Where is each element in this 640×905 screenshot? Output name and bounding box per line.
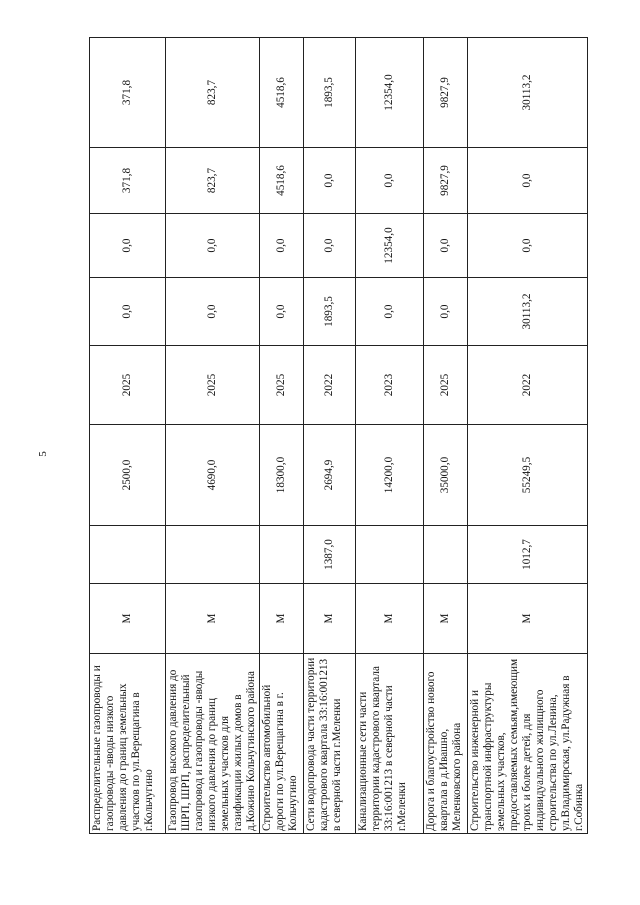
length-cell bbox=[260, 526, 304, 584]
object-name-cell: Строительство инженерной и транспортной инфраструктуры земельных участков, предоставляемых семьям,имеющим троих и более детей, для индивидуального жилищного строительства по ул.Ленина, ул.Владимирская, ул.Радужная в г.Собинка bbox=[468, 654, 588, 834]
total-cell: 9827,9 bbox=[424, 38, 468, 148]
code-cell: М bbox=[356, 584, 424, 654]
year-cell: 2023 bbox=[356, 346, 424, 425]
table-row bbox=[424, 38, 468, 834]
value-2-cell: 0,0 bbox=[304, 214, 356, 278]
table-row bbox=[90, 38, 166, 834]
value-1-cell: 30113,2 bbox=[468, 278, 588, 346]
cost-cell: 35000,0 bbox=[424, 425, 468, 526]
table-row bbox=[304, 38, 356, 834]
value-1-cell: 0,0 bbox=[424, 278, 468, 346]
code-cell: М bbox=[166, 584, 260, 654]
cost-cell: 2694,9 bbox=[304, 425, 356, 526]
object-name-cell: Газопровод высокого давления до ШРП, ШРП, распределительный газопровод и газопроводы -вводы низкого давления до границ земельных участков для газификации жилых домов в д.Кожино Кольчугинского района bbox=[166, 654, 260, 834]
value-2-cell: 0,0 bbox=[424, 214, 468, 278]
value-1-cell: 0,0 bbox=[166, 278, 260, 346]
object-name-cell: Дорога и благоустройство нового квартала в д.Ивашно, Меленковского района bbox=[424, 654, 468, 834]
year-cell: 2022 bbox=[304, 346, 356, 425]
year-cell: 2025 bbox=[90, 346, 166, 425]
value-3-cell: 0,0 bbox=[304, 148, 356, 214]
code-cell: М bbox=[424, 584, 468, 654]
value-3-cell: 371,8 bbox=[90, 148, 166, 214]
object-name-cell: Сети водопровода части территории кадастрового квартала 33:16:001213 в северной части г.Меленки bbox=[304, 654, 356, 834]
object-name-cell: Строительство автомобильной дороги по ул.Верещагина в г. Кольчугино bbox=[260, 654, 304, 834]
value-1-cell: 0,0 bbox=[356, 278, 424, 346]
value-3-cell: 9827,9 bbox=[424, 148, 468, 214]
value-3-cell: 0,0 bbox=[468, 148, 588, 214]
table-row bbox=[260, 38, 304, 834]
value-2-cell: 0,0 bbox=[468, 214, 588, 278]
cost-cell: 18300,0 bbox=[260, 425, 304, 526]
year-cell: 2025 bbox=[260, 346, 304, 425]
year-cell: 2022 bbox=[468, 346, 588, 425]
cost-cell: 2500,0 bbox=[90, 425, 166, 526]
object-name-cell: Распределительные газопроводы и газопроводы -вводы низкого давления до границ земельных участков по ул.Верещагина в г.Кольчугино bbox=[90, 654, 166, 834]
code-cell: М bbox=[90, 584, 166, 654]
length-cell: 1012,7 bbox=[468, 526, 588, 584]
cost-cell: 14200,0 bbox=[356, 425, 424, 526]
value-1-cell: 0,0 bbox=[90, 278, 166, 346]
table-row bbox=[166, 38, 260, 834]
value-2-cell: 0,0 bbox=[166, 214, 260, 278]
total-cell: 12354,0 bbox=[356, 38, 424, 148]
length-cell bbox=[356, 526, 424, 584]
year-cell: 2025 bbox=[424, 346, 468, 425]
value-2-cell: 12354,0 bbox=[356, 214, 424, 278]
total-cell: 1893,5 bbox=[304, 38, 356, 148]
page-number: 5 bbox=[36, 451, 49, 457]
cost-cell: 55249,5 bbox=[468, 425, 588, 526]
year-cell: 2025 bbox=[166, 346, 260, 425]
table-row bbox=[468, 38, 588, 834]
length-cell bbox=[166, 526, 260, 584]
value-3-cell: 4518,6 bbox=[260, 148, 304, 214]
value-1-cell: 1893,5 bbox=[304, 278, 356, 346]
code-cell: М bbox=[304, 584, 356, 654]
value-2-cell: 0,0 bbox=[260, 214, 304, 278]
table-row bbox=[356, 38, 424, 834]
code-cell: М bbox=[260, 584, 304, 654]
cost-cell: 4690,0 bbox=[166, 425, 260, 526]
data-table bbox=[89, 37, 588, 834]
length-cell: 1387,0 bbox=[304, 526, 356, 584]
data-table-container bbox=[89, 38, 585, 834]
code-cell: М bbox=[468, 584, 588, 654]
value-3-cell: 823,7 bbox=[166, 148, 260, 214]
value-1-cell: 0,0 bbox=[260, 278, 304, 346]
length-cell bbox=[424, 526, 468, 584]
total-cell: 371,8 bbox=[90, 38, 166, 148]
total-cell: 823,7 bbox=[166, 38, 260, 148]
value-2-cell: 0,0 bbox=[90, 214, 166, 278]
total-cell: 30113,2 bbox=[468, 38, 588, 148]
value-3-cell: 0,0 bbox=[356, 148, 424, 214]
total-cell: 4518,6 bbox=[260, 38, 304, 148]
length-cell bbox=[90, 526, 166, 584]
object-name-cell: Канализационные сети части территории кадастрового квартала 33:16:001213 в северной части г.Меленки bbox=[356, 654, 424, 834]
